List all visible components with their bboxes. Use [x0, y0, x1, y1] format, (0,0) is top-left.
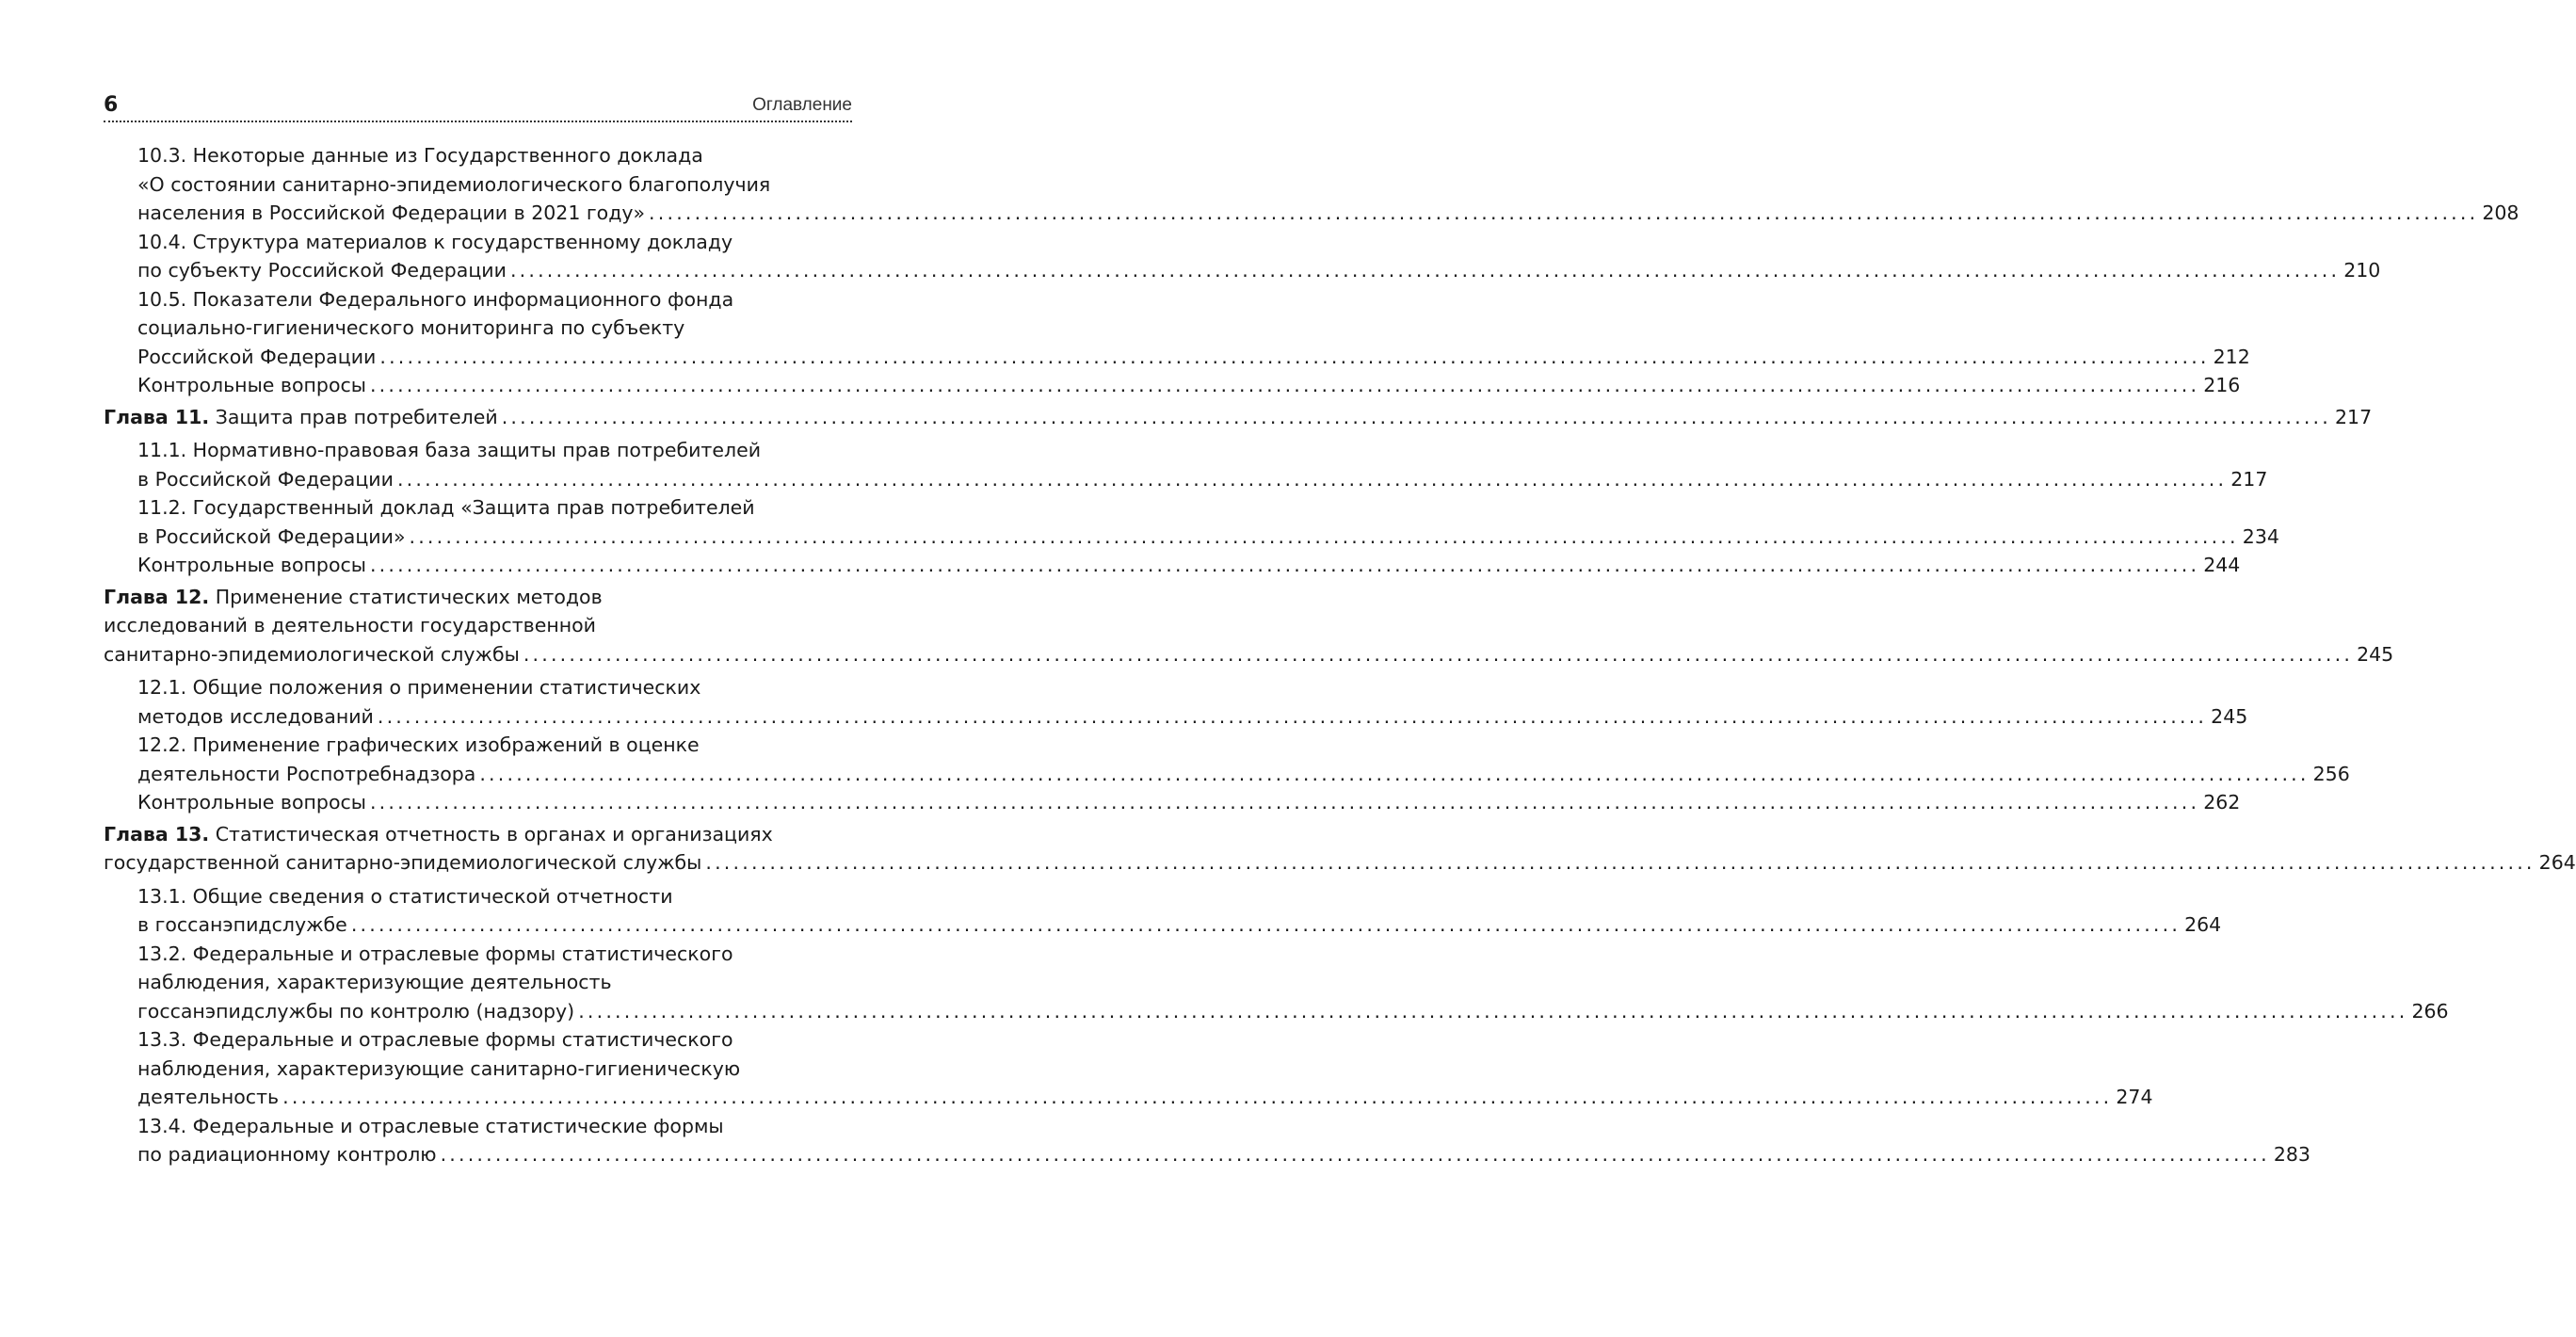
toc-entry-last-line	[137, 343, 2250, 372]
toc-entry-text: Контрольные вопросы	[137, 554, 366, 576]
toc-entry-title	[137, 788, 366, 817]
toc-entry-title	[137, 702, 374, 732]
toc-entry-line	[137, 436, 849, 465]
toc-entry-text: в Российской Федерации	[137, 467, 394, 491]
toc-entry-text: деятельность	[137, 1086, 280, 1108]
chapter-label: Глава 11.	[104, 405, 210, 428]
toc-entry-text: 10.5. Показатели Федерального информационного фонда	[137, 287, 734, 311]
toc-chapter-entry[interactable]	[104, 820, 2576, 878]
toc-entry-line	[137, 1112, 849, 1141]
toc-section-entry[interactable]	[104, 731, 2350, 788]
toc-entry-last-line	[137, 997, 2449, 1026]
table-of-contents	[104, 141, 2576, 1169]
toc-entry-title	[104, 403, 498, 432]
toc-entry-last-line	[137, 760, 2350, 789]
toc-entry-line	[137, 731, 849, 760]
toc-entry-line	[137, 940, 849, 969]
toc-entry-title	[137, 523, 406, 552]
toc-page-number: 245	[2357, 642, 2394, 666]
page-number: 6	[104, 93, 119, 117]
toc-page-number: 208	[2482, 201, 2520, 224]
toc-page-number: 244	[2203, 554, 2241, 576]
toc-page-number: 234	[2242, 524, 2279, 548]
running-title: Оглавление	[752, 95, 852, 115]
toc-entry-text: 12.2. Применение графических изображений в оценке	[137, 733, 700, 756]
toc-entry-last-line	[137, 199, 2520, 228]
toc-entry-last-line	[137, 523, 2279, 552]
toc-entry-text: по субъекту Российской Федерации	[137, 259, 507, 282]
toc-section-entry[interactable]	[104, 882, 2222, 940]
toc-entry-text: 12.1. Общие положения о применении статистических	[137, 676, 701, 699]
toc-page-number: 256	[2312, 762, 2350, 785]
toc-entry-last-line	[137, 551, 2241, 580]
toc-entry-title	[137, 551, 366, 580]
toc-entry-title	[104, 848, 701, 878]
toc-entry-title	[137, 256, 507, 285]
toc-entry-text: деятельности Роспотребнадзора	[137, 762, 476, 785]
toc-entry-title	[104, 640, 520, 669]
toc-entry-text: государственной санитарно-эпидемиологической службы	[104, 851, 702, 874]
toc-entry-line	[104, 820, 849, 849]
toc-section-entry[interactable]	[104, 371, 2241, 400]
toc-page-number: 217	[2230, 467, 2268, 491]
toc-entry-text: 10.3. Некоторые данные из Государственного доклада	[137, 144, 703, 167]
toc-page-number: 212	[2213, 345, 2250, 368]
toc-section-entry[interactable]	[104, 551, 2241, 580]
toc-entry-line	[137, 285, 849, 314]
toc-entry-text: госсанэпидслужбы по контролю (надзору)	[137, 999, 575, 1023]
toc-section-entry[interactable]	[104, 673, 2248, 731]
toc-section-entry[interactable]	[104, 285, 2250, 372]
dot-leader: ........................................................................................................................................................................................................	[396, 467, 2228, 491]
toc-entry-last-line	[137, 256, 2381, 285]
toc-page-number: 245	[2211, 704, 2248, 728]
toc-entry-line	[137, 1025, 849, 1055]
toc-entry-text: Применение статистических методов	[215, 585, 603, 608]
dot-leader: ........................................................................................................................................................................................................	[440, 1143, 2270, 1166]
toc-entry-text: в Российской Федерации»	[137, 524, 406, 548]
toc-entry-text: 13.2. Федеральные и отраслевые формы статистического	[137, 942, 733, 965]
dot-leader: ........................................................................................................................................................................................................	[509, 259, 2341, 282]
toc-entry-title	[137, 1140, 437, 1169]
chapter-label: Глава 12.	[104, 585, 210, 608]
dot-leader: ........................................................................................................................................................................................................	[501, 405, 2331, 428]
toc-entry-last-line	[137, 702, 2248, 732]
toc-entry-text: 11.1. Нормативно-правовая база защиты прав потребителей	[137, 439, 762, 461]
dot-leader: ........................................................................................................................................................................................................	[705, 851, 2536, 874]
toc-entry-line	[137, 228, 849, 257]
toc-entry-text: Российской Федерации	[137, 345, 377, 368]
toc-entry-title	[137, 910, 347, 940]
toc-entry-title	[137, 199, 645, 228]
toc-entry-line	[137, 1055, 849, 1084]
toc-entry-last-line	[137, 371, 2241, 400]
toc-entry-title	[137, 465, 394, 494]
toc-entry-last-line	[104, 403, 2373, 432]
dot-leader: ........................................................................................................................................................................................................	[578, 999, 2408, 1023]
toc-section-entry[interactable]	[104, 1112, 2310, 1169]
dot-leader: ........................................................................................................................................................................................................	[369, 791, 2200, 813]
toc-entry-text: в госсанэпидслужбе	[137, 913, 347, 936]
toc-entry-text: исследований в деятельности государственной	[104, 614, 597, 636]
toc-section-entry[interactable]	[104, 493, 2279, 551]
toc-entry-title	[137, 760, 475, 789]
toc-chapter-entry[interactable]	[104, 403, 2373, 432]
toc-section-entry[interactable]	[104, 788, 2241, 817]
toc-entry-text: 10.4. Структура материалов к государственному докладу	[137, 230, 733, 253]
dot-leader: ........................................................................................................................................................................................................	[369, 554, 2200, 576]
toc-entry-line	[137, 493, 849, 523]
toc-entry-text: по радиационному контролю	[137, 1143, 437, 1166]
toc-entry-line	[104, 611, 849, 640]
dot-leader: ........................................................................................................................................................................................................	[379, 345, 2210, 368]
toc-page-number: 216	[2203, 374, 2241, 396]
toc-section-entry[interactable]	[104, 228, 2381, 285]
toc-section-entry[interactable]	[104, 436, 2268, 493]
toc-entry-line	[137, 968, 849, 997]
toc-section-entry[interactable]	[104, 1025, 2153, 1112]
toc-entry-title	[137, 371, 366, 400]
toc-entry-line	[137, 314, 849, 343]
toc-entry-text: санитарно-эпидемиологической службы	[104, 642, 520, 666]
toc-entry-text: Контрольные вопросы	[137, 791, 366, 813]
toc-page-number: 262	[2203, 791, 2241, 813]
toc-page-number: 274	[2116, 1086, 2153, 1108]
toc-page-number: 217	[2335, 405, 2373, 428]
toc-page-number: 264	[2184, 913, 2222, 936]
toc-entry-text: Контрольные вопросы	[137, 374, 366, 396]
toc-entry-line	[137, 882, 849, 911]
toc-entry-text: наблюдения, характеризующие санитарно-гигиеническую	[137, 1056, 741, 1080]
toc-section-entry[interactable]	[104, 141, 2520, 228]
toc-entry-last-line	[137, 1140, 2310, 1169]
toc-entry-title	[137, 997, 574, 1026]
toc-entry-text: Статистическая отчетность в органах и организациях	[215, 822, 773, 846]
toc-entry-text: 13.4. Федеральные и отраслевые статистические формы	[137, 1114, 724, 1137]
toc-entry-line	[104, 583, 849, 612]
toc-entry-text: Защита прав потребителей	[215, 405, 498, 428]
toc-entry-line	[137, 673, 849, 702]
toc-entry-text: населения в Российской Федерации в 2021 году»	[137, 201, 646, 224]
toc-entry-last-line	[104, 848, 2576, 878]
dot-leader: ........................................................................................................................................................................................................	[282, 1086, 2113, 1108]
toc-entry-text: социально-гигиенического мониторинга по субъекту	[137, 316, 685, 339]
toc-entry-text: наблюдения, характеризующие деятельность	[137, 971, 612, 993]
toc-entry-line	[137, 141, 849, 170]
dot-leader: ........................................................................................................................................................................................................	[369, 374, 2200, 396]
toc-entry-line	[137, 170, 849, 200]
toc-page-number: 283	[2273, 1143, 2310, 1166]
toc-entry-text: «О состоянии санитарно-эпидемиологического благополучия	[137, 172, 771, 196]
header-dotted-rule	[104, 121, 852, 122]
toc-entry-text: 13.1. Общие сведения о статистической отчетности	[137, 884, 673, 908]
dot-leader: ........................................................................................................................................................................................................	[409, 524, 2239, 548]
toc-page-number: 264	[2538, 851, 2576, 874]
toc-entry-text: 11.2. Государственный доклад «Защита прав потребителей	[137, 496, 755, 519]
toc-chapter-entry[interactable]	[104, 583, 2394, 669]
page-header	[104, 92, 852, 122]
toc-entry-last-line	[137, 465, 2268, 494]
toc-entry-last-line	[137, 910, 2222, 940]
toc-page-number: 210	[2343, 259, 2381, 282]
toc-entry-last-line	[137, 788, 2241, 817]
toc-entry-title	[137, 343, 376, 372]
toc-section-entry[interactable]	[104, 940, 2449, 1026]
dot-leader: ........................................................................................................................................................................................................	[523, 642, 2354, 666]
dot-leader: ........................................................................................................................................................................................................	[479, 762, 2310, 785]
toc-entry-text: 13.3. Федеральные и отраслевые формы статистического	[137, 1028, 733, 1051]
toc-page-number: 266	[2411, 999, 2449, 1023]
toc-entry-title	[137, 1083, 279, 1112]
toc-entry-text: методов исследований	[137, 704, 374, 728]
dot-leader: ........................................................................................................................................................................................................	[377, 704, 2208, 728]
chapter-label: Глава 13.	[104, 822, 210, 846]
toc-entry-last-line	[137, 1083, 2153, 1112]
toc-entry-last-line	[104, 640, 2394, 669]
dot-leader: ........................................................................................................................................................................................................	[350, 913, 2182, 936]
dot-leader: ........................................................................................................................................................................................................	[649, 201, 2479, 224]
